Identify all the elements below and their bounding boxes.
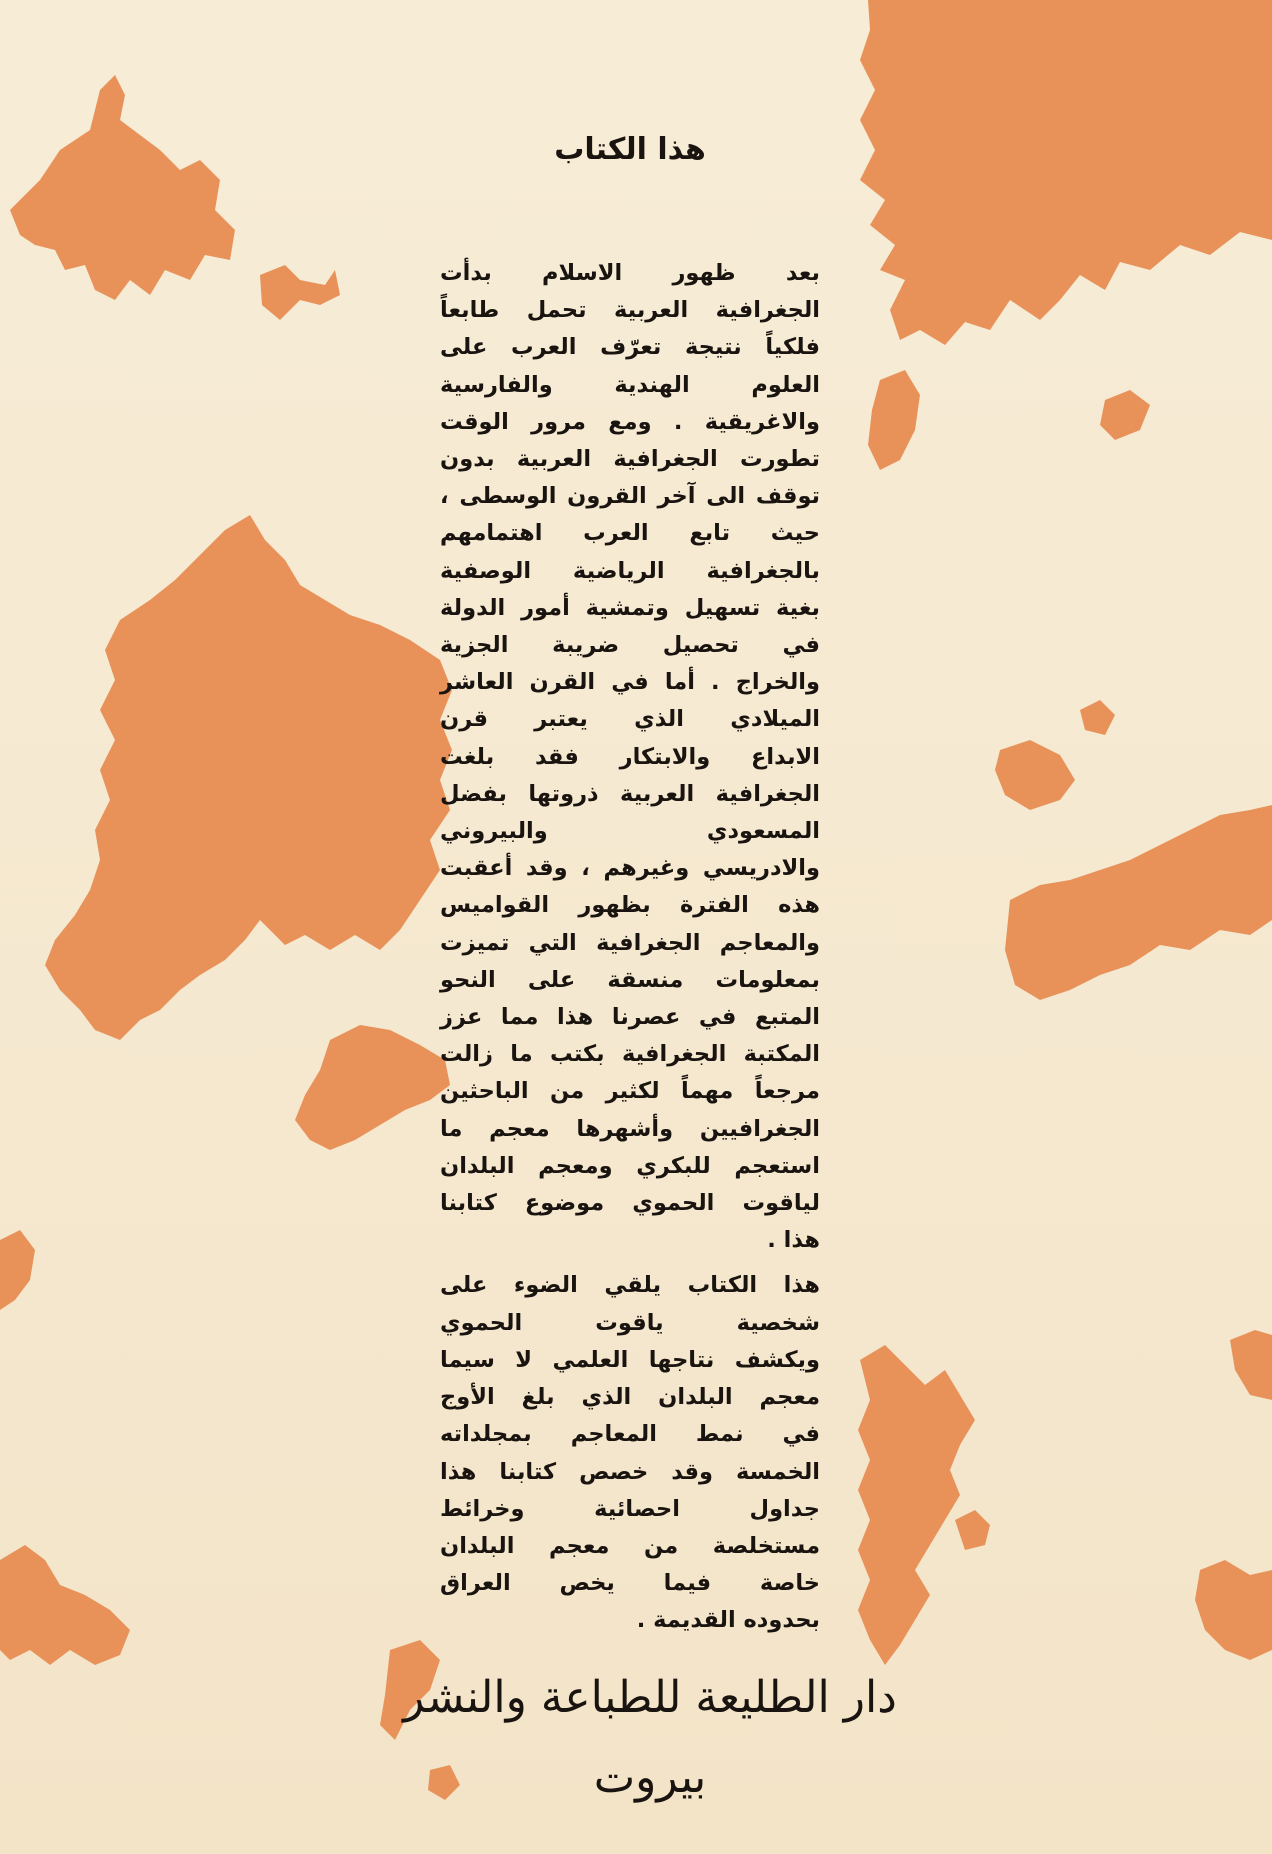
text-line: بغية تسهيل وتمشية أمور الدولة	[440, 594, 820, 621]
text-line: تطورت الجغرافية العربية بدون	[440, 446, 820, 473]
text-line: حيث تابع العرب اهتمامهم	[440, 520, 820, 547]
text-line: بمعلومات منسقة على النحو	[440, 966, 820, 993]
stain-right-1	[868, 370, 920, 470]
text-line: الجغرافية العربية تحمل طابعاً	[440, 297, 820, 324]
stain-right-4	[1080, 700, 1115, 735]
text-line: العلوم الهندية والفارسية	[440, 371, 820, 398]
text-line: خاصة فيما يخص العراق	[440, 1570, 820, 1597]
stain-bottom-dot	[428, 1765, 460, 1800]
publisher-city: بيروت	[593, 1752, 707, 1803]
text-line: والادريسي وغيرهم ، وقد أعقبت	[440, 855, 820, 882]
publisher-name: دار الطليعة للطباعة والنشر	[403, 1672, 897, 1723]
text-line: لياقوت الحموي موضوع كتابنا	[440, 1190, 820, 1217]
stain-small-top-left	[260, 265, 340, 320]
stain-center-left	[45, 515, 452, 1040]
stain-top-right	[860, 0, 1272, 345]
text-line: توقف الى آخر القرون الوسطى ،	[440, 483, 820, 510]
blurb-paragraph-2	[440, 1267, 820, 1639]
text-line: في نمط المعاجم بمجلداته	[440, 1421, 820, 1448]
stain-right-3	[995, 740, 1075, 810]
stain-bottom-right-2	[955, 1510, 990, 1550]
stain-left-edge-middle	[0, 1230, 35, 1310]
text-line: الخمسة وقد خصص كتابنا هذا	[440, 1458, 820, 1485]
text-line: والخراج . أما في القرن العاشر	[440, 669, 820, 696]
text-line: الابداع والابتكار فقد بلغت	[440, 743, 820, 770]
stain-right-2	[1100, 390, 1150, 440]
text-line: والمعاجم الجغرافية التي تميزت	[440, 929, 820, 956]
stain-bottom-right	[858, 1345, 975, 1665]
text-line: هذا .	[767, 1227, 820, 1254]
stain-right-5	[1005, 805, 1272, 1000]
text-line: فلكياً نتيجة تعرّف العرب على	[440, 334, 820, 361]
text-line: شخصية ياقوت الحموي	[440, 1309, 820, 1336]
text-line: الجغرافيين وأشهرها معجم ما	[440, 1115, 820, 1142]
stain-bottom-right-3	[1195, 1560, 1272, 1660]
text-line: جداول احصائية وخرائط	[440, 1495, 820, 1522]
text-line: مستخلصة من معجم البلدان	[440, 1532, 820, 1559]
blurb-heading: هذا الكتاب	[554, 132, 706, 167]
stain-lower-left-arm	[295, 1025, 450, 1150]
text-line: المكتبة الجغرافية بكتب ما زالت	[440, 1041, 820, 1068]
blurb-paragraph-1	[440, 255, 820, 1259]
text-line: المتبع في عصرنا هذا مما عزز	[440, 1004, 820, 1031]
stain-top-left	[10, 75, 235, 300]
text-line: الجغرافية العربية ذروتها بفضل	[440, 780, 820, 807]
stain-bottom-left	[0, 1545, 130, 1665]
text-line: استعجم للبكري ومعجم البلدان	[440, 1152, 820, 1179]
text-line: هذه الفترة بظهور القواميس	[440, 892, 820, 919]
stain-right-edge-lower	[1230, 1330, 1272, 1400]
back-cover-blurb	[440, 130, 820, 1640]
text-line: مرجعاً مهماً لكثير من الباحثين	[440, 1078, 820, 1105]
text-line: معجم البلدان الذي بلغ الأوج	[440, 1384, 820, 1411]
text-line: المسعودي والبيروني	[440, 818, 820, 845]
text-line: الميلادي الذي يعتبر قرن	[440, 706, 820, 733]
text-line: بعد ظهور الاسلام بدأت	[440, 260, 820, 286]
text-line: بحدوده القديمة .	[636, 1607, 820, 1634]
text-line: ويكشف نتاجها العلمي لا سيما	[440, 1346, 820, 1373]
text-line: بالجغرافية الرياضية الوصفية	[440, 557, 820, 584]
text-line: هذا الكتاب يلقي الضوء على	[440, 1272, 820, 1299]
text-line: والاغريقية . ومع مرور الوقت	[440, 408, 820, 435]
text-line: في تحصيل ضريبة الجزية	[440, 632, 820, 659]
